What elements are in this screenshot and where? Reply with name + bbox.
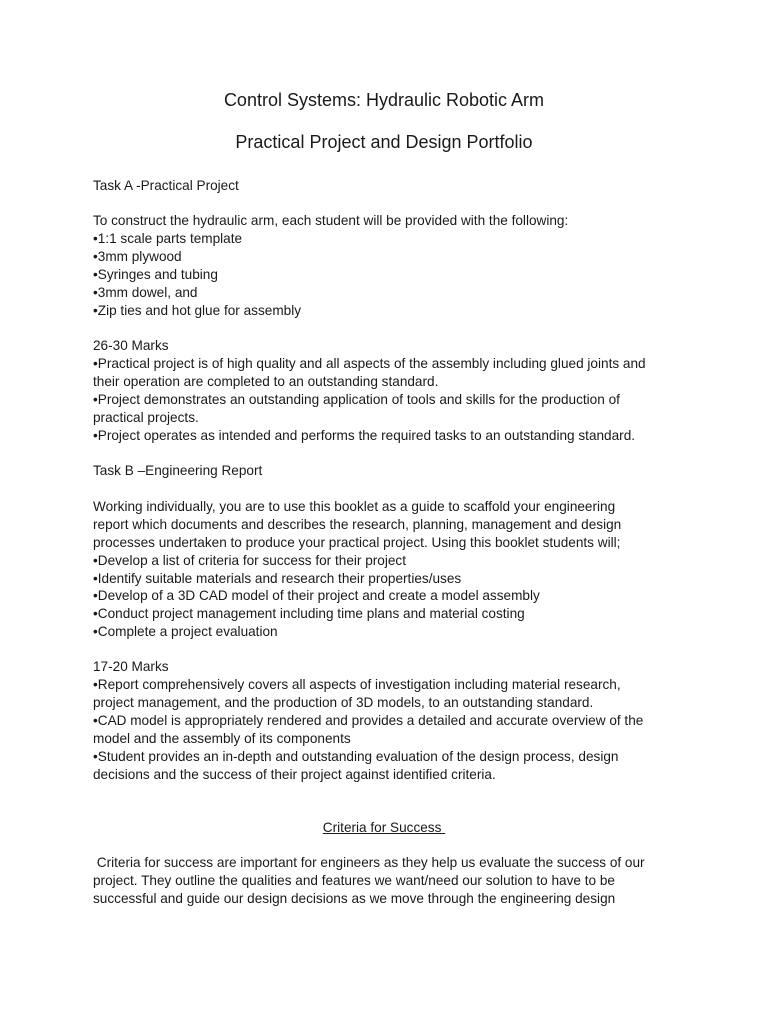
list-item: •Identify suitable materials and research their properties/uses	[93, 571, 462, 586]
list-item: •1:1 scale parts template	[93, 231, 243, 246]
criteria-line: project. They outline the qualities and features we want/need our solution to have to be	[93, 873, 615, 888]
marks-line: •Practical project is of high quality and all aspects of the assembly including glued joints and	[93, 356, 646, 371]
marks-line: project management, and the production of 3D models, to an outstanding standard.	[93, 695, 594, 710]
document-title: Control Systems: Hydraulic Robotic Arm	[223, 90, 545, 110]
marks-line: •Student provides an in-depth and outstanding evaluation of the design process, design	[93, 749, 619, 764]
list-item: •Syringes and tubing	[93, 267, 218, 282]
list-item: •Conduct project management including time plans and material costing	[93, 606, 525, 621]
criteria-line: Criteria for success are important for engineers as they help us evaluate the success of our	[93, 855, 645, 870]
criteria-heading: Criteria for Success	[322, 820, 446, 835]
task-b-marks-heading: 17-20 Marks	[93, 659, 169, 674]
list-item: •3mm plywood	[93, 249, 182, 264]
list-item: •Develop of a 3D CAD model of their project and create a model assembly	[93, 588, 540, 603]
marks-line: •CAD model is appropriately rendered and provides a detailed and accurate overview of the	[93, 713, 644, 728]
list-item: •Develop a list of criteria for success for their project	[93, 553, 407, 568]
marks-line: decisions and the success of their project against identified criteria.	[93, 767, 496, 782]
task-b-intro-line: processes undertaken to produce your practical project. Using this booklet students will;	[93, 535, 621, 550]
task-a-marks-heading: 26-30 Marks	[93, 338, 169, 353]
task-a-intro: To construct the hydraulic arm, each student will be provided with the following:	[93, 213, 569, 228]
marks-line: •Project demonstrates an outstanding application of tools and skills for the production of	[93, 392, 620, 407]
criteria-line: successful and guide our design decisions as we move through the engineering design	[93, 891, 616, 906]
marks-line: •Report comprehensively covers all aspects of investigation including material research,	[93, 677, 621, 692]
list-item: •Complete a project evaluation	[93, 624, 278, 639]
task-b-heading: Task B –Engineering Report	[93, 463, 263, 478]
list-item: •Zip ties and hot glue for assembly	[93, 303, 302, 318]
marks-line: their operation are completed to an outstanding standard.	[93, 374, 439, 389]
task-b-intro-line: Working individually, you are to use this booklet as a guide to scaffold your engineering	[93, 499, 616, 514]
marks-line: model and the assembly of its components	[93, 731, 351, 746]
list-item: •3mm dowel, and	[93, 285, 198, 300]
marks-line: •Project operates as intended and performs the required tasks to an outstanding standard.	[93, 428, 636, 443]
marks-line: practical projects.	[93, 410, 199, 425]
document-subtitle: Practical Project and Design Portfolio	[235, 132, 533, 152]
task-b-intro-line: report which documents and describes the research, planning, management and design	[93, 517, 622, 532]
task-a-heading: Task A -Practical Project	[93, 178, 239, 193]
